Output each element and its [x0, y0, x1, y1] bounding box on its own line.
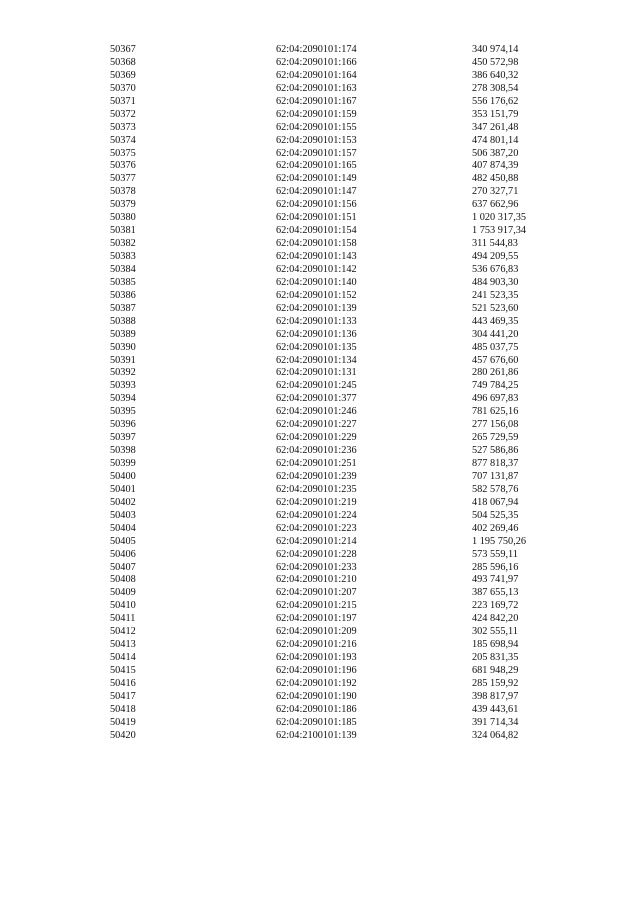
cadastral-number: 62:04:2090101:219 — [276, 496, 357, 508]
row-number: 50399 — [110, 458, 136, 469]
value-cell: 285 159,92 — [472, 677, 519, 689]
cadastral-number: 62:04:2090101:229 — [276, 432, 357, 444]
cadastral-number: 62:04:2090101:163 — [276, 82, 357, 94]
row-number: 50388 — [110, 315, 136, 327]
value-cell: 482 450,88 — [472, 173, 519, 185]
row-number: 50390 — [110, 341, 136, 353]
row-number: 50369 — [110, 69, 136, 81]
cadastral-number: 62:04:2090101:167 — [276, 95, 357, 107]
table-row — [0, 277, 640, 290]
cadastral-number: 62:04:2090101:133 — [276, 315, 357, 327]
table-row — [0, 717, 640, 730]
cadastral-number: 62:04:2090101:224 — [276, 509, 357, 521]
cadastral-number: 62:04:2090101:197 — [276, 613, 357, 625]
value-cell: 527 586,86 — [472, 445, 519, 457]
table-row — [0, 109, 640, 122]
cadastral-number: 62:04:2090101:140 — [276, 276, 357, 288]
table-row — [0, 57, 640, 70]
table-row — [0, 600, 640, 613]
value-cell: 391 714,34 — [472, 716, 519, 728]
cadastral-number: 62:04:2090101:210 — [276, 574, 357, 586]
value-cell: 285 596,16 — [472, 561, 519, 573]
row-number: 50407 — [110, 561, 136, 573]
row-number: 50392 — [110, 367, 136, 379]
row-number: 50415 — [110, 665, 136, 676]
value-cell: 185 698,94 — [472, 639, 519, 651]
cadastral-number: 62:04:2090101:227 — [276, 419, 357, 431]
row-number: 50368 — [110, 56, 136, 68]
table-row — [0, 173, 640, 186]
cadastral-number: 62:04:2090101:216 — [276, 639, 357, 651]
value-cell: 582 578,76 — [472, 483, 519, 495]
value-cell: 485 037,75 — [472, 341, 519, 353]
value-cell: 494 209,55 — [472, 251, 519, 262]
cadastral-number: 62:04:2090101:151 — [276, 212, 357, 224]
value-cell: 402 269,46 — [472, 522, 519, 534]
cadastral-number: 62:04:2090101:156 — [276, 199, 357, 211]
row-number: 50403 — [110, 509, 136, 521]
table-row — [0, 264, 640, 277]
table-row — [0, 587, 640, 600]
row-number: 50378 — [110, 186, 136, 198]
table-row — [0, 238, 640, 251]
row-number: 50398 — [110, 445, 136, 457]
value-cell: 637 662,96 — [472, 199, 519, 211]
table-row — [0, 432, 640, 445]
cadastral-number: 62:04:2090101:165 — [276, 160, 357, 172]
table-row — [0, 536, 640, 549]
table-row — [0, 290, 640, 303]
table-row — [0, 342, 640, 355]
table-row — [0, 393, 640, 406]
table-row — [0, 212, 640, 225]
value-cell: 439 443,61 — [472, 703, 519, 715]
value-cell: 270 327,71 — [472, 186, 519, 198]
cadastral-number: 62:04:2090101:235 — [276, 483, 357, 495]
cadastral-number: 62:04:2090101:153 — [276, 134, 357, 146]
cadastral-number: 62:04:2090101:245 — [276, 380, 357, 392]
table-row — [0, 497, 640, 510]
value-cell: 241 523,35 — [472, 289, 519, 301]
row-number: 50393 — [110, 380, 136, 392]
row-number: 50416 — [110, 677, 136, 689]
cadastral-number: 62:04:2090101:143 — [276, 251, 357, 262]
cadastral-number: 62:04:2090101:233 — [276, 561, 357, 573]
value-cell: 474 801,14 — [472, 134, 519, 146]
table-row — [0, 574, 640, 587]
table-row — [0, 44, 640, 57]
cadastral-number: 62:04:2100101:139 — [276, 729, 357, 741]
row-number: 50380 — [110, 212, 136, 224]
cadastral-number: 62:04:2090101:223 — [276, 522, 357, 534]
table-row — [0, 691, 640, 704]
table-row — [0, 303, 640, 316]
table-row — [0, 678, 640, 691]
cadastral-number: 62:04:2090101:228 — [276, 548, 357, 560]
value-cell: 504 525,35 — [472, 509, 519, 521]
value-cell: 521 523,60 — [472, 302, 519, 314]
cadastral-number: 62:04:2090101:158 — [276, 238, 357, 250]
value-cell: 324 064,82 — [472, 729, 519, 741]
value-cell: 418 067,94 — [472, 496, 519, 508]
row-number: 50397 — [110, 432, 136, 444]
row-number: 50420 — [110, 729, 136, 741]
row-number: 50386 — [110, 289, 136, 301]
cadastral-number: 62:04:2090101:377 — [276, 393, 357, 405]
cadastral-number: 62:04:2090101:239 — [276, 470, 357, 482]
row-number: 50417 — [110, 690, 136, 702]
table-row — [0, 419, 640, 432]
value-cell: 573 559,11 — [472, 548, 518, 560]
cadastral-number: 62:04:2090101:251 — [276, 458, 357, 469]
row-number: 50379 — [110, 199, 136, 211]
value-cell: 278 308,54 — [472, 82, 519, 94]
cadastral-number: 62:04:2090101:246 — [276, 406, 357, 418]
cadastral-number: 62:04:2090101:190 — [276, 690, 357, 702]
cadastral-number: 62:04:2090101:174 — [276, 44, 357, 55]
value-cell: 223 169,72 — [472, 600, 519, 612]
table-row — [0, 251, 640, 264]
row-number: 50419 — [110, 716, 136, 728]
value-cell: 304 441,20 — [472, 328, 519, 340]
value-cell: 424 842,20 — [472, 613, 519, 625]
cadastral-number: 62:04:2090101:155 — [276, 121, 357, 133]
value-cell: 877 818,37 — [472, 458, 519, 469]
row-number: 50382 — [110, 238, 136, 250]
cadastral-number: 62:04:2090101:136 — [276, 328, 357, 340]
cadastral-number: 62:04:2090101:149 — [276, 173, 357, 185]
value-cell: 493 741,97 — [472, 574, 519, 586]
cadastral-number: 62:04:2090101:135 — [276, 341, 357, 353]
row-number: 50385 — [110, 276, 136, 288]
table-row — [0, 445, 640, 458]
row-number: 50389 — [110, 328, 136, 340]
cadastral-number: 62:04:2090101:164 — [276, 69, 357, 81]
value-cell: 387 655,13 — [472, 587, 519, 599]
value-cell: 496 697,83 — [472, 393, 519, 405]
table-row — [0, 367, 640, 380]
table-row — [0, 652, 640, 665]
row-number: 50412 — [110, 626, 136, 638]
table-row — [0, 626, 640, 639]
value-cell: 556 176,62 — [472, 95, 519, 107]
cadastral-number: 62:04:2090101:193 — [276, 652, 357, 664]
cadastral-number: 62:04:2090101:209 — [276, 626, 357, 638]
value-cell: 205 831,35 — [472, 652, 519, 664]
table-row — [0, 510, 640, 523]
table-row — [0, 406, 640, 419]
row-number: 50371 — [110, 95, 136, 107]
row-number: 50408 — [110, 574, 136, 586]
value-cell: 407 874,39 — [472, 160, 519, 172]
value-cell: 443 469,35 — [472, 315, 519, 327]
row-number: 50406 — [110, 548, 136, 560]
table-row — [0, 471, 640, 484]
value-cell: 1 195 750,26 — [472, 535, 527, 547]
table-row — [0, 730, 640, 743]
cadastral-number: 62:04:2090101:152 — [276, 289, 357, 301]
table-row — [0, 122, 640, 135]
table-row — [0, 639, 640, 652]
row-number: 50404 — [110, 522, 136, 534]
table-row — [0, 83, 640, 96]
row-number: 50402 — [110, 496, 136, 508]
value-cell: 280 261,86 — [472, 367, 519, 379]
table-row — [0, 148, 640, 161]
cadastral-number: 62:04:2090101:185 — [276, 716, 357, 728]
value-cell: 311 544,83 — [472, 238, 518, 250]
value-cell: 781 625,16 — [472, 406, 519, 418]
row-number: 50373 — [110, 121, 136, 133]
table-row — [0, 484, 640, 497]
cadastral-number: 62:04:2090101:166 — [276, 56, 357, 68]
cadastral-number: 62:04:2090101:196 — [276, 665, 357, 676]
value-cell: 353 151,79 — [472, 108, 519, 120]
table-row — [0, 704, 640, 717]
row-number: 50372 — [110, 108, 136, 120]
row-number: 50405 — [110, 535, 136, 547]
cadastral-number: 62:04:2090101:157 — [276, 147, 357, 159]
row-number: 50375 — [110, 147, 136, 159]
table-row — [0, 186, 640, 199]
row-number: 50383 — [110, 251, 136, 262]
row-number: 50376 — [110, 160, 136, 172]
table-row — [0, 225, 640, 238]
row-number: 50396 — [110, 419, 136, 431]
row-number: 50409 — [110, 587, 136, 599]
value-cell: 386 640,32 — [472, 69, 519, 81]
table-row — [0, 613, 640, 626]
cadastral-number: 62:04:2090101:154 — [276, 225, 357, 237]
table-row — [0, 135, 640, 148]
cadastral-number: 62:04:2090101:142 — [276, 263, 357, 275]
cadastral-number: 62:04:2090101:186 — [276, 703, 357, 715]
value-cell: 277 156,08 — [472, 419, 519, 431]
table-row — [0, 380, 640, 393]
value-cell: 536 676,83 — [472, 263, 519, 275]
table-row — [0, 355, 640, 368]
table-row — [0, 665, 640, 678]
row-number: 50377 — [110, 173, 136, 185]
row-number: 50384 — [110, 263, 136, 275]
cadastral-number: 62:04:2090101:236 — [276, 445, 357, 457]
row-number: 50391 — [110, 354, 136, 366]
table-row — [0, 523, 640, 536]
row-number: 50400 — [110, 470, 136, 482]
row-number: 50367 — [110, 44, 136, 55]
table-row — [0, 549, 640, 562]
cadastral-number: 62:04:2090101:214 — [276, 535, 357, 547]
value-cell: 340 974,14 — [472, 44, 519, 55]
value-cell: 484 903,30 — [472, 276, 519, 288]
value-cell: 450 572,98 — [472, 56, 519, 68]
table-row — [0, 199, 640, 212]
row-number: 50394 — [110, 393, 136, 405]
cadastral-number: 62:04:2090101:134 — [276, 354, 357, 366]
cadastral-number: 62:04:2090101:159 — [276, 108, 357, 120]
row-number: 50395 — [110, 406, 136, 418]
table-row — [0, 329, 640, 342]
row-number: 50414 — [110, 652, 136, 664]
value-cell: 749 784,25 — [472, 380, 519, 392]
data-table — [0, 44, 640, 743]
table-row — [0, 458, 640, 471]
row-number: 50374 — [110, 134, 136, 146]
value-cell: 1 020 317,35 — [472, 212, 527, 224]
value-cell: 347 261,48 — [472, 121, 519, 133]
value-cell: 681 948,29 — [472, 665, 519, 676]
value-cell: 1 753 917,34 — [472, 225, 527, 237]
row-number: 50418 — [110, 703, 136, 715]
row-number: 50401 — [110, 483, 136, 495]
value-cell: 457 676,60 — [472, 354, 519, 366]
row-number: 50370 — [110, 82, 136, 94]
row-number: 50381 — [110, 225, 136, 237]
cadastral-number: 62:04:2090101:215 — [276, 600, 357, 612]
row-number: 50387 — [110, 302, 136, 314]
table-row — [0, 70, 640, 83]
table-row — [0, 160, 640, 173]
value-cell: 506 387,20 — [472, 147, 519, 159]
cadastral-number: 62:04:2090101:139 — [276, 302, 357, 314]
table-row — [0, 96, 640, 109]
row-number: 50410 — [110, 600, 136, 612]
row-number: 50413 — [110, 639, 136, 651]
cadastral-number: 62:04:2090101:207 — [276, 587, 357, 599]
row-number: 50411 — [110, 613, 136, 625]
cadastral-number: 62:04:2090101:131 — [276, 367, 357, 379]
cadastral-number: 62:04:2090101:192 — [276, 677, 357, 689]
table-row — [0, 316, 640, 329]
value-cell: 707 131,87 — [472, 470, 519, 482]
value-cell: 302 555,11 — [472, 626, 518, 638]
cadastral-number: 62:04:2090101:147 — [276, 186, 357, 198]
value-cell: 398 817,97 — [472, 690, 519, 702]
table-row — [0, 562, 640, 575]
value-cell: 265 729,59 — [472, 432, 519, 444]
